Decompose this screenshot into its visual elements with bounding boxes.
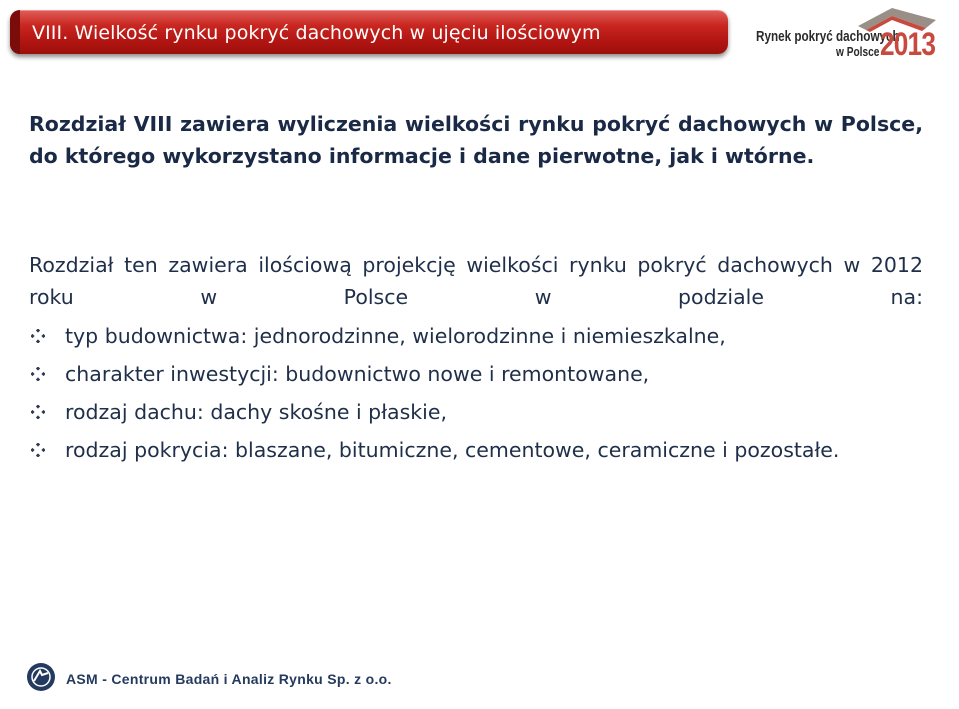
list-item xyxy=(29,320,923,352)
diamond-bullet-icon xyxy=(31,443,45,457)
diamond-bullet-icon xyxy=(31,329,45,343)
bullet-text: rodzaj pokrycia: blaszane, bitumiczne, cementowe, ceramiczne i pozostałe. xyxy=(65,438,840,462)
list-item xyxy=(29,396,923,428)
lead-paragraph: Rozdział VIII zawiera wyliczenia wielkości rynku pokryć dachowych w Polsce, do którego wykorzystano informacje i dane pierwotne, jak i wtórne. xyxy=(29,112,923,168)
bullet-text: charakter inwestycji: budownictwo nowe i remontowane, xyxy=(65,362,650,386)
report-logo xyxy=(752,6,938,62)
slide-title: VIII. Wielkość rynku pokryć dachowych w ujęciu ilościowym xyxy=(32,22,601,44)
bullet-text: typ budownictwa: jednorodzinne, wielorodzinne i niemieszkalne, xyxy=(65,324,726,348)
diamond-bullet-icon xyxy=(31,367,45,381)
company-name: ASM - Centrum Badań i Analiz Rynku Sp. z o.o. xyxy=(66,671,392,687)
slide-title-bar xyxy=(10,10,728,54)
logo-year: 2013 xyxy=(880,26,936,62)
bullet-text: rodzaj dachu: dachy skośne i płaskie, xyxy=(65,400,447,424)
asm-logo-icon xyxy=(26,662,56,692)
title-bar-accent xyxy=(10,10,20,54)
list-item xyxy=(29,434,923,466)
bullet-list xyxy=(29,320,923,472)
logo-title-line1: Rynek pokryć dachowych xyxy=(756,28,900,45)
list-item xyxy=(29,358,923,390)
intro-paragraph: Rozdział ten zawiera ilościową projekcję wielkości rynku pokryć dachowych w 2012 roku w Polsce w podziale na: xyxy=(29,253,923,309)
logo-title-line2: w Polsce xyxy=(836,44,880,59)
diamond-bullet-icon xyxy=(31,405,45,419)
